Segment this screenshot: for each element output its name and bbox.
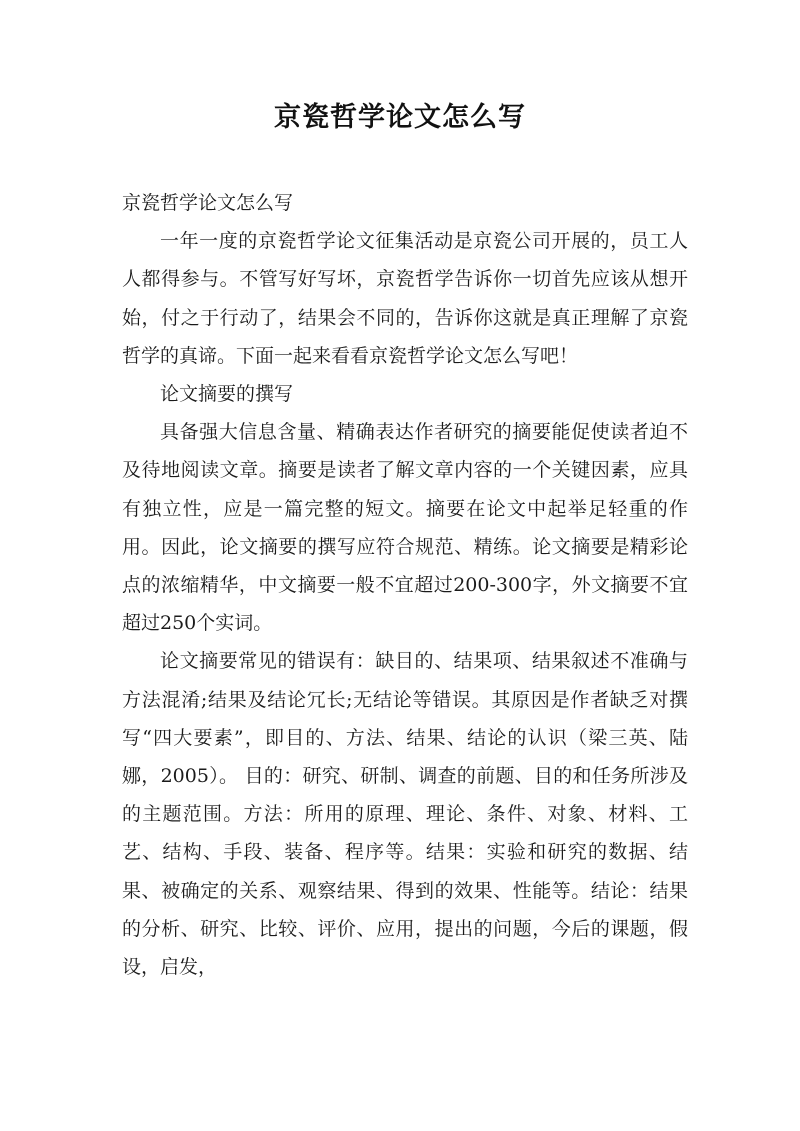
section-heading-abstract: 论文摘要的撰写 — [160, 383, 294, 406]
intro-paragraph: 一年一度的京瓷哲学论文征集活动是京瓷公司开展的，员工人人都得参与。不管写好写坏，京瓷哲学告诉你一切首先应该从想开始，付之于行动了，结果会不同的，告诉你这就是真正理解了京瓷哲学的真谛。下面一起来看看京瓷哲学论文怎么写吧！ — [122, 230, 688, 367]
document-body — [122, 184, 688, 986]
abstract-paragraph: 具备强大信息含量、精确表达作者研究的摘要能促使读者迫不及待地阅读文章。摘要是读者了解文章内容的一个关键因素，应具有独立性，应是一篇完整的短文。摘要在论文中起举足轻重的作用。因此，论文摘要的撰写应符合规范、精练。论文摘要是精彩论点的浓缩精华，中文摘要一般不宜超过200-300字，外文摘要不宜超过250个实词。 — [122, 421, 688, 635]
errors-paragraph: 论文摘要常见的错误有：缺目的、结果项、结果叙述不准确与方法混淆;结果及结论冗长;无结论等错误。其原因是作者缺乏对撰写“四大要素”，即目的、方法、结果、结论的认识（梁三英、陆娜，2005）。 目的：研究、研制、调查的前题、目的和任务所涉及的主题范围。方法：所用的原理、理论、条件、对象、材料、工艺、结构、手段、装备、程序等。结果：实验和研究的数据、结果、被确定的关系、观察结果、得到的效果、性能等。结论：结果的分析、研究、比较、评价、应用，提出的问题，今后的课题，假设，启发， — [122, 650, 688, 979]
subtitle-paragraph: 京瓷哲学论文怎么写 — [122, 192, 294, 214]
document-title: 京瓷哲学论文怎么写 — [274, 102, 526, 133]
